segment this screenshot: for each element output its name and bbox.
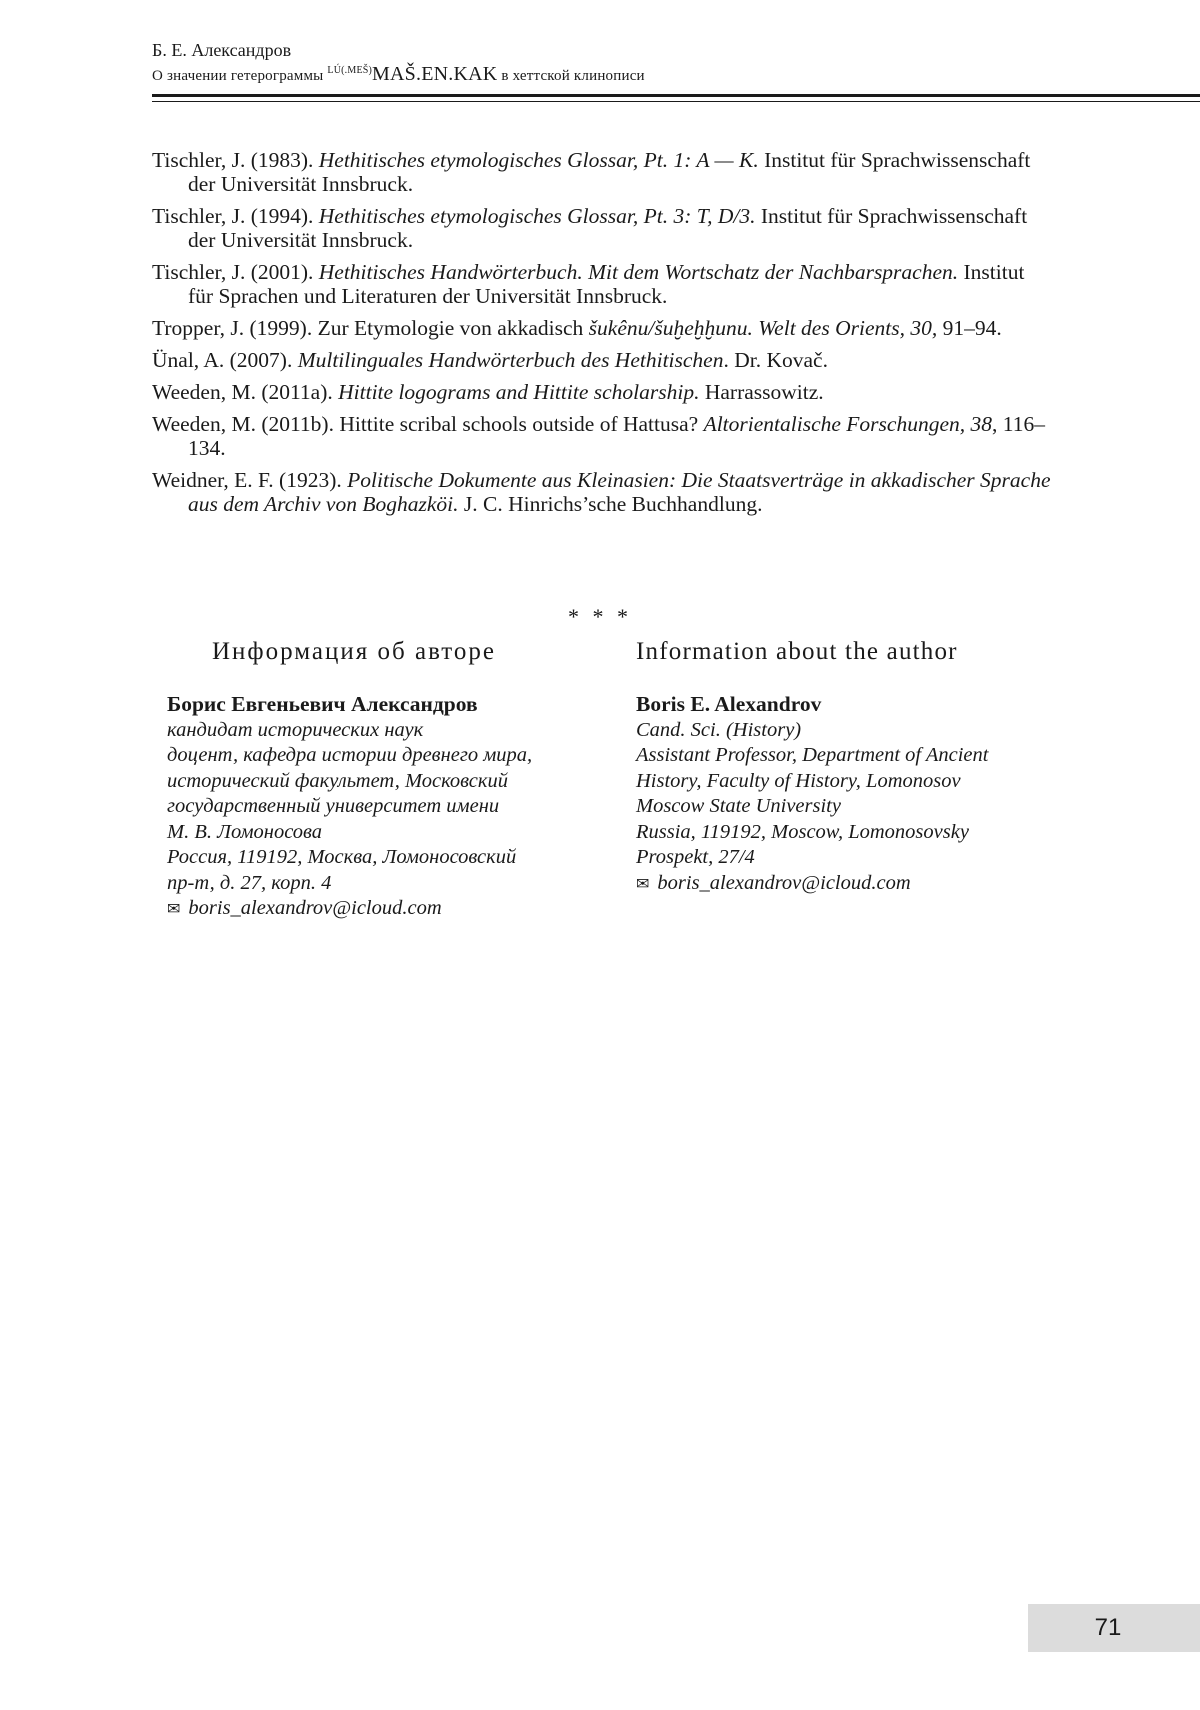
author-email-en-row <box>636 871 1076 898</box>
author-info-line: Россия, 119192, Москва, Ломоносовский <box>167 846 517 868</box>
author-info-heading-ru: Информация об авторе <box>212 638 496 665</box>
author-info-line: доцент, кафедра истории древнего мира, <box>167 744 533 766</box>
header-title-superscript: LÚ(.MEŠ) <box>327 65 373 76</box>
author-info-line: Assistant Professor, Department of Ancient <box>636 744 989 766</box>
header-author: Б. Е. Александров <box>152 40 292 60</box>
header-rule-thick <box>152 94 1200 97</box>
author-email-ru-row <box>167 896 597 923</box>
reference-list <box>152 148 1052 524</box>
reference-item: Ünal, A. (2007). Multilinguales Handwörterbuch des Hethitischen. Dr. Kovač. <box>152 348 828 372</box>
author-info-line: пр-т, д. 27, корп. 4 <box>167 871 332 894</box>
reference-item: Weeden, M. (2011b). Hittite scribal schools outside of Hattusa? Altorientalische Forschungen, 38, 116–134. <box>152 412 1045 460</box>
author-email-ru[interactable]: boris_alexandrov@icloud.com <box>188 897 442 919</box>
reference-item: Tischler, J. (1994). Hethitisches etymologisches Glossar, Pt. 3: T, D/3. Institut für Sprachwissenschaft der Universität Innsbruck. <box>152 204 1028 252</box>
reference-item: Tropper, J. (1999). Zur Etymologie von akkadisch šukênu/šuḫeḫḫunu. Welt des Orients, 30, 91–94. <box>152 316 1002 340</box>
envelope-icon: ✉ <box>636 875 650 893</box>
section-separator: * * * <box>568 604 632 629</box>
reference-item: Weeden, M. (2011a). Hittite logograms and Hittite scholarship. Harrassowitz. <box>152 380 824 404</box>
reference-item: Tischler, J. (1983). Hethitisches etymologisches Glossar, Pt. 1: A — K. Institut für Sprachwissenschaft der Universität Innsbruck. <box>152 148 1031 196</box>
running-header <box>152 38 1200 88</box>
author-info-line: Prospekt, 27/4 <box>636 846 755 868</box>
author-info-en <box>636 692 1076 897</box>
header-rule-thin <box>152 101 1200 102</box>
author-info-line: Moscow State University <box>636 795 841 817</box>
author-name-ru: Борис Евгеньевич Александров <box>167 692 478 716</box>
author-email-en[interactable]: boris_alexandrov@icloud.com <box>657 871 911 894</box>
author-name-en: Boris E. Alexandrov <box>636 692 822 716</box>
author-info-line: Russia, 119192, Moscow, Lomonosovsky <box>636 820 969 843</box>
page-number: 71 <box>1094 1614 1122 1641</box>
author-info-line: исторический факультет, Московский <box>167 769 508 792</box>
header-title <box>152 62 1200 88</box>
author-info-heading-en: Information about the author <box>636 638 958 665</box>
header-title-pre: О значении гетерограммы <box>152 68 324 84</box>
author-info-line: History, Faculty of History, Lomonosov <box>636 769 961 792</box>
reference-item: Weidner, E. F. (1923). Politische Dokumente aus Kleinasien: Die Staatsverträge in akkadischer Sprache aus dem Archiv von Boghazköi. J. C. Hinrichs’sche Buchhandlung. <box>152 468 1051 516</box>
author-info-line: М. В. Ломоносова <box>167 820 323 843</box>
envelope-icon: ✉ <box>167 901 181 918</box>
author-info-line: Cand. Sci. (History) <box>636 718 802 741</box>
header-title-post: в хеттской клинописи <box>501 68 645 84</box>
header-title-term: MAŠ.EN.KAK <box>372 63 498 85</box>
author-info-ru <box>167 692 597 923</box>
author-info-line: кандидат исторических наук <box>167 718 424 741</box>
author-info-line: государственный университет имени <box>167 795 500 817</box>
reference-item: Tischler, J. (2001). Hethitisches Handwörterbuch. Mit dem Wortschatz der Nachbarsprachen. Institut für Sprachen und Literaturen der Universität Innsbruck. <box>152 260 1025 308</box>
